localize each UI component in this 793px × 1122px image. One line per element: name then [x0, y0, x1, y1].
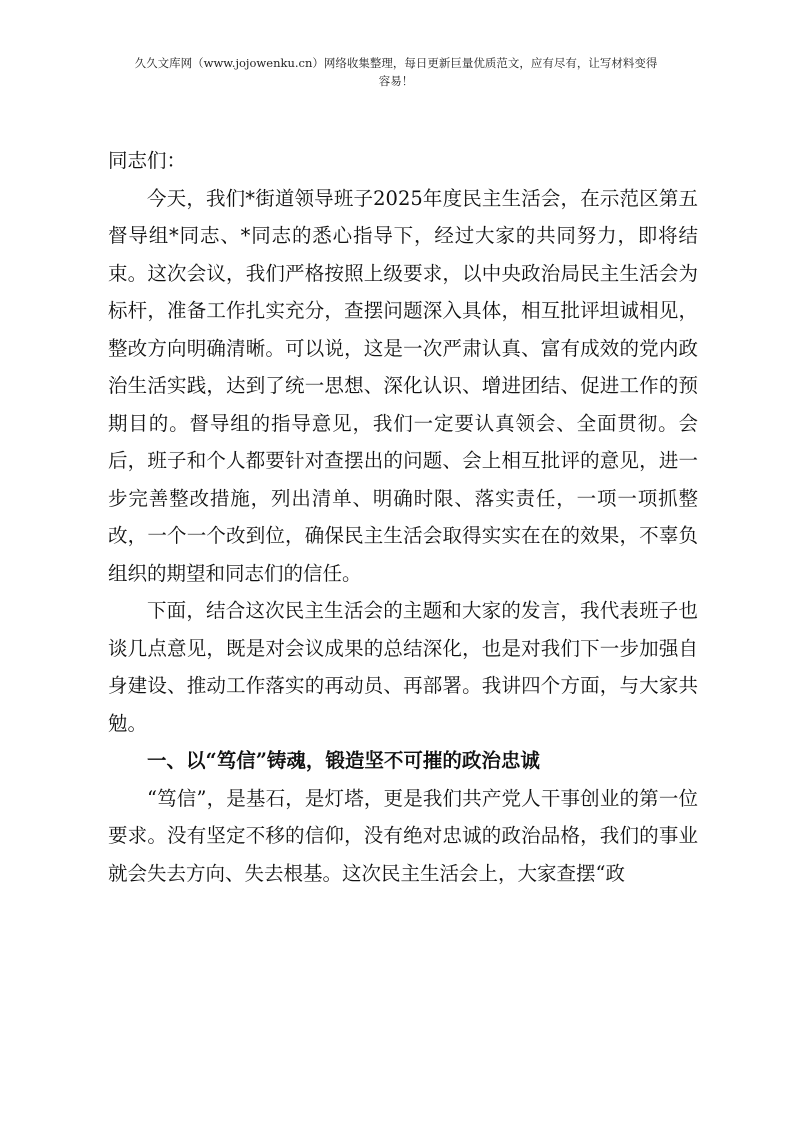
header-line-2: 容易！: [378, 74, 414, 88]
section-heading-1: 一、以“笃信”铸魂，锻造坚不可摧的政治忠诚: [147, 749, 540, 772]
document-body: [108, 142, 698, 892]
paragraph-2: 下面，结合这次民主生活会的主题和大家的发言，我代表班子也谈几点意见，既是对会议成果的总结深化，也是对我们下一步加强自身建设、推动工作落实的再动员、再部署。我讲四个方面，与大家共勉。: [108, 599, 698, 735]
page-header: [96, 54, 696, 90]
header-line-1: 久久文库网（www.jojowenku.cn）网络收集整理，每日更新巨量优质范文，应有尽有，让写材料变得: [134, 56, 658, 70]
paragraph-1: 今天，我们*街道领导班子2025年度民主生活会，在示范区第五督导组*同志、*同志的悉心指导下，经过大家的共同努力，即将结束。这次会议，我们严格按照上级要求，以中央政治局民主生活会为标杆，准备工作扎实充分，查摆问题深入具体，相互批评坦诚相见，整改方向明确清晰。可以说，这是一次严肃认真、富有成效的党内政治生活实践，达到了统一思想、深化认识、增进团结、促进工作的预期目的。督导组的指导意见，我们一定要认真领会、全面贯彻。会后，班子和个人都要针对查摆出的问题、会上相互批评的意见，进一步完善整改措施，列出清单、明确时限、落实责任，一项一项抓整改，一个一个改到位，确保民主生活会取得实实在在的效果，不辜负组织的期望和同志们的信任。: [108, 186, 698, 585]
salutation: 同志们：: [108, 149, 187, 172]
paragraph-3: “笃信”，是基石，是灯塔，更是我们共产党人干事创业的第一位要求。没有坚定不移的信仰，没有绝对忠诚的政治品格，我们的事业就会失去方向、失去根基。这次民主生活会上，大家查摆“政: [108, 786, 698, 885]
